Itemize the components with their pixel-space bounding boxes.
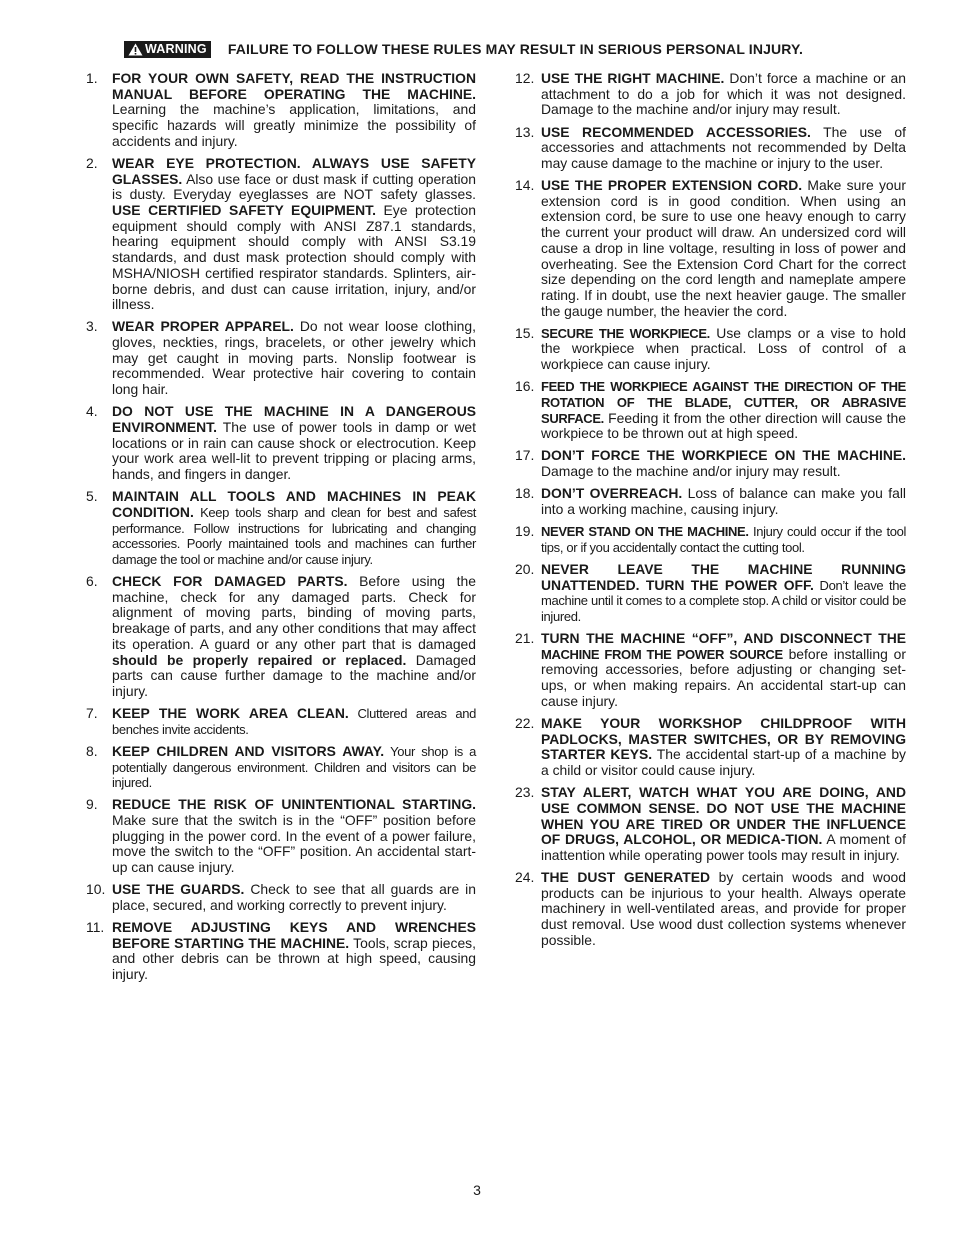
rule-heading: SECURE THE WORKPIECE. bbox=[541, 325, 710, 341]
rule-description: The use of accessories and attachments not recommended by Delta may cause damage to the machine or injury to the user. bbox=[541, 123, 906, 171]
rule-description: Don’t force a machine or an attachment to do a job for which it was not designed. Damage to the machine and/or injury may result. bbox=[541, 70, 906, 118]
safety-rule-18 bbox=[515, 486, 906, 517]
rule-description: Don’t leave the machine until it comes to a complete stop. A child or visitor could be injured. bbox=[541, 577, 906, 624]
rule-heading: STAY ALERT, WATCH WHAT YOU ARE DOING, AND USE COMMON SENSE. DO NOT USE THE MACHINE WHEN YOU ARE TIRED OR UNDER THE INFLUENCE OF DRUGS, ALCOHOL, OR MEDICA-TION. bbox=[541, 784, 906, 848]
rule-description: Before using the machine, check for any damaged parts. Check for alignment of moving parts, binding of moving parts, breakage of parts, and any other conditions that may affect its operation. A guard or any other part that is damaged bbox=[112, 573, 476, 652]
rule-number: 13. bbox=[515, 123, 535, 140]
rule-number: 9. bbox=[86, 796, 98, 813]
rule-text bbox=[112, 744, 476, 791]
rule-number: 3. bbox=[86, 318, 98, 335]
rule-heading: USE CERTIFIED SAFETY EQUIPMENT. bbox=[112, 202, 376, 219]
rules-column-right bbox=[515, 71, 906, 955]
rule-number: 6. bbox=[86, 573, 98, 590]
rule-heading: DON’T FORCE THE WORKPIECE ON THE MACHINE. bbox=[541, 447, 906, 464]
rule-heading: THE DUST GENERATED bbox=[541, 869, 711, 886]
rule-description: Make sure your extension cord is in good condition. When using an extension cord, be sure to use one heavy enough to carry the current your product will draw. An undersized cord will cause a drop in line voltage, resulting in loss of power and overheating. See the Extension Cord Chart for the correct size depending on the cord length and nameplate ampere rating. If in doubt, use the next heavier gauge. The smaller the gauge number, the heavier the cord. bbox=[541, 177, 906, 319]
rule-description: A moment of inattention while operating power tools may result in injury. bbox=[541, 831, 906, 863]
safety-rule-22 bbox=[515, 716, 906, 779]
rule-heading: KEEP CHILDREN AND VISITORS AWAY. bbox=[112, 742, 385, 759]
rules-column-left bbox=[86, 71, 476, 989]
rule-number: 20. bbox=[515, 560, 535, 577]
rule-description: Learning the machine’s application, limitations, and specific hazards will greatly minimize the possibility of accidents and injury. bbox=[112, 101, 476, 149]
rule-description: Loss of balance can make you fall into a working machine, causing injury. bbox=[541, 485, 906, 517]
rule-number: 19. bbox=[515, 523, 535, 540]
safety-rule-19 bbox=[515, 524, 906, 555]
warning-badge-label: WARNING bbox=[145, 42, 207, 56]
rule-number: 23. bbox=[515, 784, 535, 801]
rule-number: 15. bbox=[515, 324, 535, 341]
safety-rule-5 bbox=[86, 489, 476, 568]
rule-heading: MACHINE FROM THE POWER SOURCE bbox=[541, 646, 783, 662]
safety-rule-20 bbox=[515, 562, 906, 625]
rule-heading: WEAR EYE PROTECTION. ALWAYS USE SAFETY GLASSES. bbox=[112, 154, 476, 187]
safety-rule-11 bbox=[86, 920, 476, 983]
rule-description: Use clamps or a vise to hold the workpiece when practical. Loss of control of a workpiece can cause injury. bbox=[541, 324, 906, 373]
warning-title: FAILURE TO FOLLOW THESE RULES MAY RESULT IN SERIOUS PERSONAL INJURY. bbox=[227, 41, 804, 57]
rule-heading: USE RECOMMENDED ACCESSORIES. bbox=[541, 123, 811, 140]
rule-description: Eye protection equipment should comply with ANSI Z87.1 standards, hearing equipment should comply with ANSI S3.19 standards, and dust mask protection should comply with MSHA/NIOSH certified respirator standards. Splinters, air-borne debris, and dust can cause irritation, injury, and/or illness. bbox=[112, 202, 476, 313]
rule-heading: REDUCE THE RISK OF UNINTENTIONAL STARTING. bbox=[112, 796, 476, 813]
rule-heading: REMOVE ADJUSTING KEYS AND WRENCHES BEFORE STARTING THE MACHINE. bbox=[112, 919, 476, 951]
warning-header bbox=[124, 39, 884, 59]
rule-heading: NEVER LEAVE THE MACHINE RUNNING UNATTENDED. TURN THE POWER OFF. bbox=[541, 560, 906, 593]
rule-heading: KEEP THE WORK AREA CLEAN. bbox=[112, 705, 349, 722]
rule-description: Check to see that all guards are in place, secured, and working correctly to prevent injury. bbox=[112, 881, 476, 913]
rule-number: 4. bbox=[86, 403, 98, 420]
rule-text bbox=[541, 524, 906, 555]
rule-description: The accidental start-up of a machine by a child or visitor could cause injury. bbox=[541, 746, 907, 779]
safety-rule-6 bbox=[86, 574, 476, 700]
safety-rule-12 bbox=[515, 71, 906, 118]
rule-text bbox=[112, 920, 476, 983]
rule-text bbox=[541, 326, 906, 373]
rule-number: 10. bbox=[86, 881, 106, 898]
rule-text bbox=[541, 178, 906, 319]
rule-description: Damage to the machine and/or injury may result. bbox=[541, 463, 841, 480]
rule-text bbox=[112, 574, 476, 700]
rule-number: 12. bbox=[515, 70, 535, 86]
rule-description: Also use face or dust mask if cutting operation is dusty. Everyday eyeglasses are NOT safety glasses. bbox=[112, 170, 476, 203]
safety-rule-13 bbox=[515, 125, 906, 172]
rule-description: Do not wear loose clothing, gloves, neckties, rings, bracelets, or other jewelry which may get caught in moving parts. Nonslip footwear is recommended. Wear protective hair covering to contain long hair. bbox=[112, 318, 476, 398]
safety-rule-8 bbox=[86, 744, 476, 791]
safety-rule-9 bbox=[86, 797, 476, 876]
safety-rule-17 bbox=[515, 448, 906, 479]
rule-heading: USE THE RIGHT MACHINE. bbox=[541, 70, 725, 86]
rule-heading: should be properly repaired or replaced. bbox=[112, 651, 407, 668]
rule-description: Make sure that the switch is in the “OFF” position before plugging in the power cord. In the event of a power failure, move the switch to the “OFF” position. An accidental start-up can cause injury. bbox=[112, 812, 476, 876]
safety-rule-24 bbox=[515, 870, 906, 949]
rule-text bbox=[541, 870, 906, 949]
rule-number: 21. bbox=[515, 630, 535, 647]
rule-text bbox=[112, 156, 476, 313]
safety-rule-23 bbox=[515, 785, 906, 864]
rule-text bbox=[541, 125, 906, 172]
rule-number: 24. bbox=[515, 869, 535, 886]
rule-number: 22. bbox=[515, 714, 535, 731]
safety-rule-10 bbox=[86, 882, 476, 913]
rule-heading: NEVER STAND ON THE MACHINE. bbox=[541, 524, 749, 540]
rule-description: Keep tools sharp and clean for best and safest performance. Follow instructions for lubricating and changing accessories. Poorly maintained tools and machines can further damage the tool or machine and/or cause injury. bbox=[112, 504, 476, 567]
rule-text bbox=[112, 489, 476, 568]
rule-text bbox=[541, 631, 906, 710]
rule-text bbox=[112, 706, 476, 737]
rule-description: Cluttered areas and benches invite accidents. bbox=[112, 706, 476, 737]
safety-rule-15 bbox=[515, 326, 906, 373]
safety-rule-16 bbox=[515, 379, 906, 442]
rule-description: Your shop is a potentially dangerous environment. Children and visitors can be injured. bbox=[112, 743, 476, 791]
rule-text bbox=[112, 882, 476, 913]
rule-heading: MAINTAIN ALL TOOLS AND MACHINES IN PEAK CONDITION. bbox=[112, 488, 476, 520]
safety-rule-14 bbox=[515, 178, 906, 319]
rule-description: Tools, scrap pieces, and other debris can be thrown at high speed, causing injury. bbox=[112, 934, 476, 983]
safety-rule-4 bbox=[86, 404, 476, 483]
rule-text bbox=[541, 448, 906, 479]
rule-description: Feeding it from the other direction will cause the workpiece to be thrown out at high speed. bbox=[541, 409, 906, 442]
rule-number: 1. bbox=[86, 70, 98, 86]
rule-number: 16. bbox=[515, 378, 535, 395]
safety-rule-1 bbox=[86, 71, 476, 150]
rule-description: Injury could occur if the tool tips, or if you accidentally contact the cutting tool. bbox=[541, 524, 906, 555]
rule-number: 2. bbox=[86, 154, 98, 171]
rule-heading: FEED THE WORKPIECE AGAINST THE DIRECTION OF THE ROTATION OF THE BLADE, CUTTER, OR ABRASIVE SURFACE. bbox=[541, 379, 906, 426]
rule-text bbox=[541, 486, 906, 517]
rule-text bbox=[541, 562, 906, 625]
rule-heading: MAKE YOUR WORKSHOP CHILDPROOF WITH PADLOCKS, MASTER SWITCHES, OR BY REMOVING STARTER KEYS. bbox=[541, 714, 906, 763]
rule-number: 14. bbox=[515, 177, 535, 193]
rule-heading: WEAR PROPER APPAREL. bbox=[112, 318, 294, 335]
rule-number: 18. bbox=[515, 485, 535, 502]
rule-text bbox=[112, 404, 476, 483]
safety-rule-7 bbox=[86, 706, 476, 737]
rule-text bbox=[541, 71, 906, 118]
rule-heading: DON’T OVERREACH. bbox=[541, 485, 683, 502]
rule-heading: DO NOT USE THE MACHINE IN A DANGEROUS ENVIRONMENT. bbox=[112, 403, 476, 435]
rule-number: 11. bbox=[86, 919, 105, 936]
rule-description: before installing or removing accessories, before adjusting or changing set-ups, or when making repairs. An accidental start-up can cause injury. bbox=[541, 645, 906, 709]
safety-rule-3 bbox=[86, 319, 476, 398]
rule-number: 5. bbox=[86, 488, 98, 505]
safety-rule-2 bbox=[86, 156, 476, 313]
rule-text bbox=[112, 319, 476, 398]
rule-heading: FOR YOUR OWN SAFETY, READ THE INSTRUCTION MANUAL BEFORE OPERATING THE MACHINE. bbox=[112, 70, 476, 102]
safety-rule-21 bbox=[515, 631, 906, 710]
rule-text bbox=[112, 797, 476, 876]
rule-heading: CHECK FOR DAMAGED PARTS. bbox=[112, 573, 348, 590]
rule-number: 7. bbox=[86, 705, 98, 722]
rule-text bbox=[541, 716, 906, 779]
page-number: 3 bbox=[473, 1182, 481, 1198]
warning-badge bbox=[124, 41, 211, 58]
rule-heading: USE THE GUARDS. bbox=[112, 881, 245, 898]
rule-text bbox=[541, 785, 906, 864]
warning-triangle-icon bbox=[128, 43, 143, 56]
rule-text bbox=[112, 71, 476, 150]
rule-heading: TURN THE MACHINE “OFF”, AND DISCONNECT THE bbox=[541, 630, 906, 647]
rule-description: by certain woods and wood products can be injurious to your health. Always operate machinery in well-ventilated areas, and provide for proper dust removal. Use wood dust collection systems whenever possible. bbox=[541, 869, 906, 948]
rule-number: 17. bbox=[515, 447, 535, 464]
rule-number: 8. bbox=[86, 742, 98, 759]
rule-description: Damaged parts can cause further damage to the machine and/or injury. bbox=[112, 651, 476, 699]
rule-heading: USE THE PROPER EXTENSION CORD. bbox=[541, 177, 803, 193]
rule-description: The use of power tools in damp or wet locations or in rain can cause shock or electrocution. Keep your work area well-lit to prevent tripping or placing arms, hands, and fingers in danger. bbox=[112, 418, 476, 483]
rule-text bbox=[541, 379, 906, 442]
